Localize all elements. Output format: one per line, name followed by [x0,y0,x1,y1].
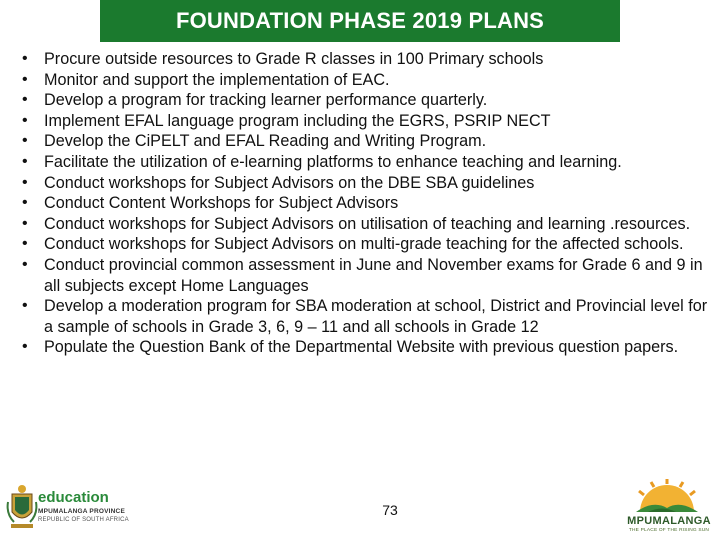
list-item: • Implement EFAL language program including the EGRS, PSRIP NECT [22,111,716,132]
rising-sun-icon [636,479,698,512]
list-item: • Facilitate the utilization of e-learning platforms to enhance teaching and learning. [22,152,716,173]
page-title: FOUNDATION PHASE 2019 PLANS [175,8,545,33]
mpumalanga-logo-text: MPUMALANGA [627,515,711,527]
page-number: 73 [382,502,398,518]
list-item: • Conduct workshops for Subject Advisors on multi-grade teaching for the affected schools. [22,234,716,255]
list-item: • Populate the Question Bank of the Departmental Website with previous question papers. [22,337,716,358]
list-item: • Conduct Content Workshops for Subject Advisors [22,193,716,214]
list-item: • Conduct provincial common assessment in June and November exams for Grade 6 and 9 in all subjects except Home Languages [22,255,716,296]
coat-of-arms-icon [8,485,37,528]
list-item: • Develop the CiPELT and EFAL Reading and Writing Program. [22,131,716,152]
list-item: • Develop a moderation program for SBA moderation at school, District and Provincial level for a sample of schools in Grade 3, 6, 9 – 11 and all schools in Grade 12 [22,296,716,337]
list-item: • Develop a program for tracking learner performance quarterly. [22,90,716,111]
list-item: • Procure outside resources to Grade R classes in 100 Primary schools [22,49,716,70]
list-item: • Conduct workshops for Subject Advisors on the DBE SBA guidelines [22,173,716,194]
list-item: • Conduct workshops for Subject Advisors on utilisation of teaching and learning .resources. [22,214,716,235]
title-bar [100,0,620,42]
education-logo-line1: MPUMALANGA PROVINCE [38,508,125,515]
mpumalanga-slogan: THE PLACE OF THE RISING SUN [628,528,710,533]
education-logo-text: education [38,489,109,506]
list-item: • Monitor and support the implementation of EAC. [22,70,716,91]
education-logo-line2: REPUBLIC OF SOUTH AFRICA [38,517,129,523]
plans-list [22,49,716,358]
